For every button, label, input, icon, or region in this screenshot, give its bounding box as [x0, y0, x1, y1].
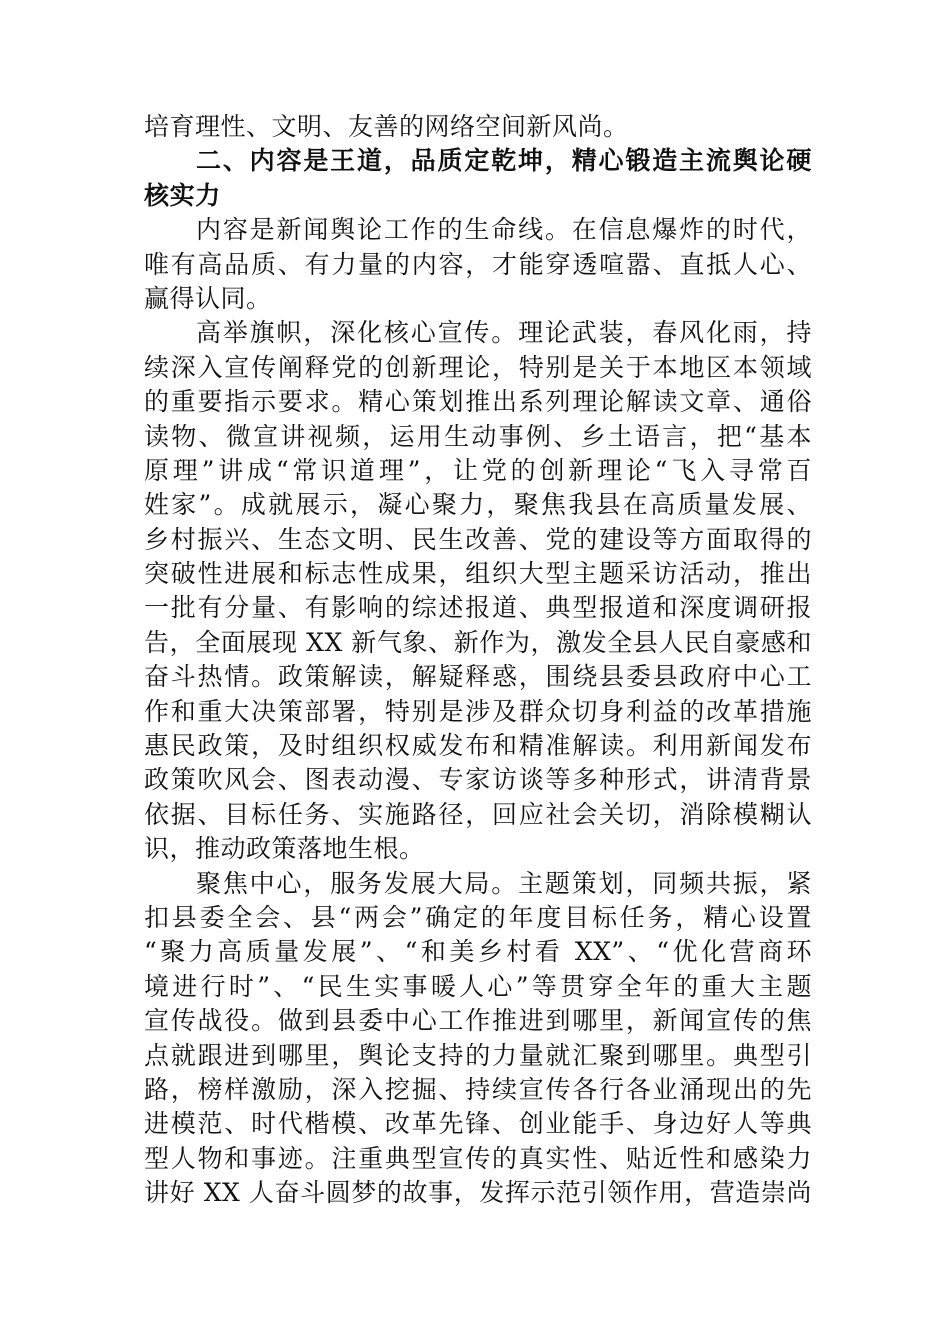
- text-line: 聚焦中心，服务发展大局。主题策划，同频共振，紧: [196, 868, 812, 898]
- text-line: 讲好 XX 人奋斗圆梦的故事，发挥示范引领作用，营造崇尚: [144, 1178, 812, 1208]
- text-line: 政策吹风会、图表动漫、专家访谈等多种形式，讲清背景: [144, 765, 812, 795]
- text-line: 依据、目标任务、实施路径，回应社会关切，消除模糊认: [144, 799, 812, 829]
- text-line: 奋斗热情。政策解读，解疑释惑，围绕县委县政府中心工: [144, 662, 812, 692]
- heading-line: 核实力: [144, 180, 221, 210]
- text-line: 型人物和事迹。注重典型宣传的真实性、贴近性和感染力: [144, 1143, 812, 1173]
- document-body: [144, 110, 812, 1211]
- text-line: 高举旗帜，深化核心宣传。理论武装，春风化雨，持: [196, 318, 812, 348]
- paragraph-core-publicity: [144, 316, 812, 866]
- text-line: “聚力高质量发展”、“和美乡村看 XX”、“优化营商环: [144, 937, 812, 967]
- text-line: 原理”讲成“常识道理”，让党的创新理论“飞入寻常百: [144, 455, 812, 485]
- text-line: 一批有分量、有影响的综述报道、典型报道和深度调研报: [144, 593, 812, 623]
- text-line: 乡村振兴、生态文明、民生改善、党的建设等方面取得的: [144, 524, 812, 554]
- paragraph-serve-development: [144, 867, 812, 1211]
- text-line: 路，榜样激励，深入挖掘、持续宣传各行各业涌现出的先: [144, 1074, 812, 1104]
- text-line: 识，推动政策落地生根。: [144, 834, 425, 864]
- text-line: 点就跟进到哪里，舆论支持的力量就汇聚到哪里。典型引: [144, 1040, 812, 1070]
- text-line: 扣县委全会、县“两会”确定的年度目标任务，精心设置: [144, 902, 812, 932]
- text-line: 宣传战役。做到县委中心工作推进到哪里，新闻宣传的焦: [144, 1006, 812, 1036]
- text-line: 培育理性、文明、友善的网络空间新风尚。: [144, 112, 629, 141]
- text-line: 的重要指示要求。精心策划推出系列理论解读文章、通俗: [144, 387, 812, 417]
- text-line: 续深入宣传阐释党的创新理论，特别是关于本地区本领域: [144, 352, 812, 382]
- text-line: 告，全面展现 XX 新气象、新作为，激发全县人民自豪感和: [144, 627, 812, 657]
- paragraph-continuation: [144, 110, 812, 144]
- section-heading: [144, 144, 812, 213]
- text-line: 境进行时”、“民生实事暖人心”等贯穿全年的重大主题: [144, 971, 812, 1001]
- text-line: 唯有高品质、有力量的内容，才能穿透喧嚣、直抵人心、: [144, 249, 812, 279]
- heading-line: 二、内容是王道，品质定乾坤，精心锻造主流舆论硬: [196, 146, 812, 176]
- text-line: 作和重大决策部署，特别是涉及群众切身利益的改革措施: [144, 696, 812, 726]
- text-line: 惠民政策，及时组织权威发布和精准解读。利用新闻发布: [144, 731, 812, 761]
- paragraph-intro: [144, 213, 812, 316]
- text-line: 读物、微宣讲视频，运用生动事例、乡土语言，把“基本: [144, 421, 812, 451]
- text-line: 姓家”。成就展示，凝心聚力，聚焦我县在高质量发展、: [144, 490, 812, 520]
- text-line: 进模范、时代楷模、改革先锋、创业能手、身边好人等典: [144, 1109, 812, 1139]
- text-line: 内容是新闻舆论工作的生命线。在信息爆炸的时代，: [196, 215, 812, 245]
- text-line: 赢得认同。: [144, 283, 272, 313]
- text-line: 突破性进展和标志性成果，组织大型主题采访活动，推出: [144, 559, 812, 589]
